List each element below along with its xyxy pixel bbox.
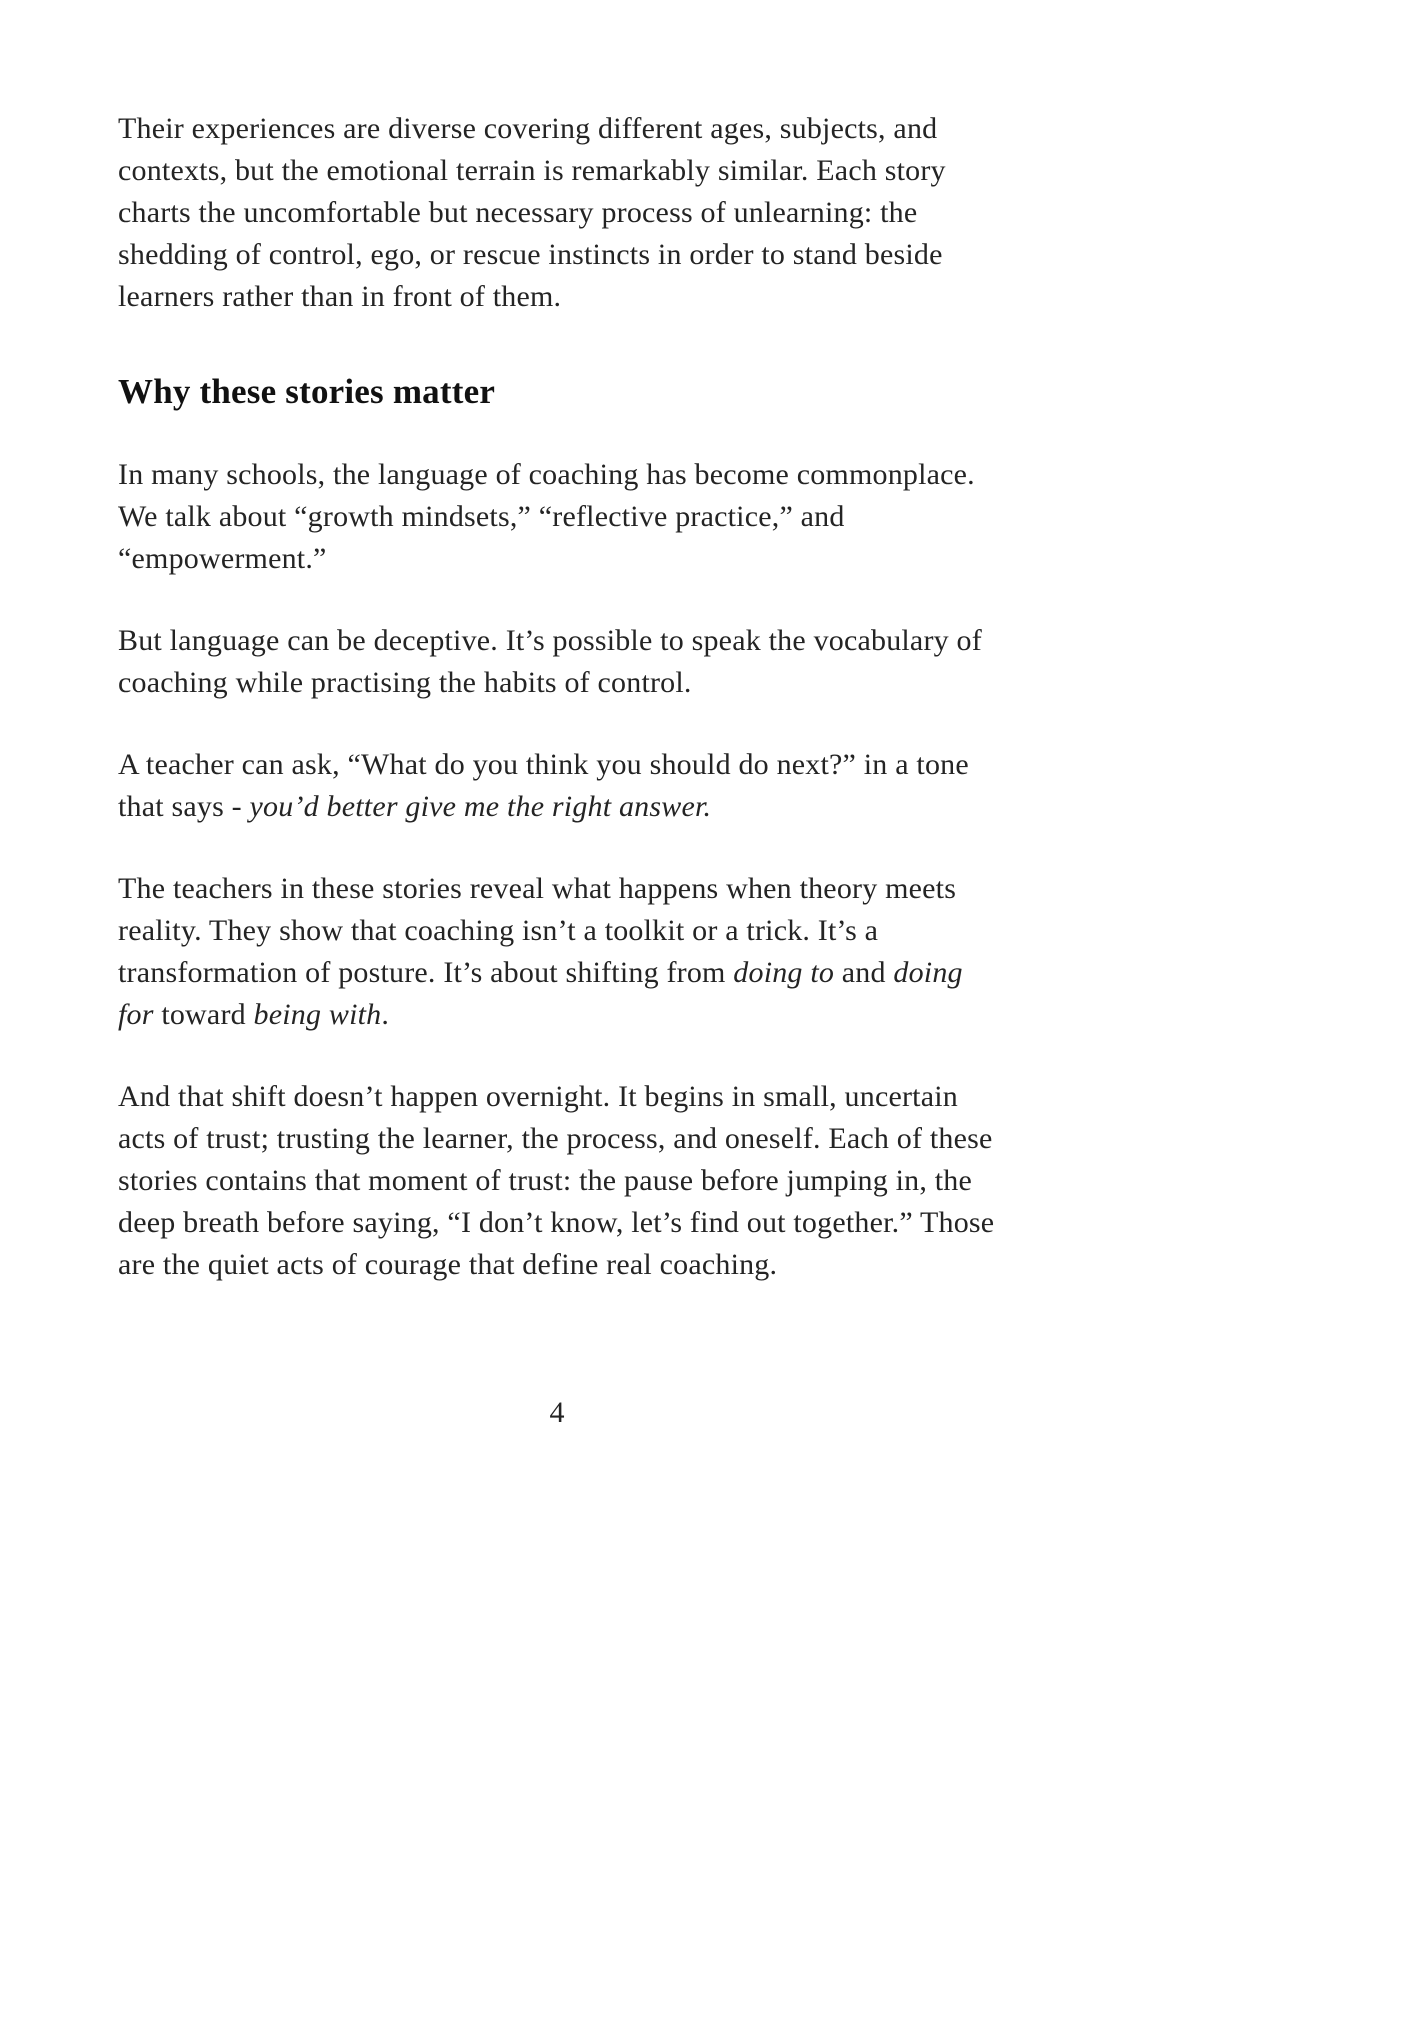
paragraph-shift: And that shift doesn’t happen overnight. It begins in small, uncertain acts of trust; trusting the learner, the process, and oneself. Each of these stories contains that moment of trust: the pause before jumping in, the deep breath before saying, “I don’t know, let’s find out together.” Those are the quiet acts of courage that define real coaching. bbox=[118, 1079, 995, 1281]
paragraph-teacher-emphasis: you’d better give me the right answer. bbox=[249, 789, 712, 823]
page-number: 4 bbox=[549, 1396, 565, 1429]
paragraph-theory-tail: . bbox=[381, 997, 390, 1031]
paragraph-teacher bbox=[118, 744, 996, 828]
paragraph-theory-lead: The teachers in these stories reveal what happens when theory meets reality. They show that coaching isn’t a toolkit or a trick. It’s a transformation of posture. It’s about shifting from bbox=[118, 871, 957, 989]
paragraph-teacher-lead: A teacher can ask, “What do you think you should do next?” in a tone that says - bbox=[118, 747, 969, 823]
paragraph-theory-emphasis-doing-to: doing to bbox=[733, 955, 835, 989]
paragraph-theory-emphasis-being-with: being with bbox=[253, 997, 382, 1031]
section-heading: Why these stories matter bbox=[118, 372, 496, 411]
paragraph-theory bbox=[118, 868, 996, 1036]
paragraph-deceptive: But language can be deceptive. It’s possible to speak the vocabulary of coaching while practising the habits of control. bbox=[118, 623, 982, 699]
paragraph-theory-mid1: and bbox=[834, 955, 894, 989]
paragraph-language: In many schools, the language of coaching has become commonplace. We talk about “growth mindsets,” “reflective practice,” and “empowerment.” bbox=[118, 457, 975, 575]
paragraph-theory-emphasis-doing-for: doing for bbox=[118, 955, 963, 1031]
paragraph-intro: Their experiences are diverse covering different ages, subjects, and contexts, but the emotional terrain is remarkably similar. Each story charts the uncomfortable but necessary process of unlearning: the shedding of control, ego, or rescue instincts in order to stand beside learners rather than in front of them. bbox=[118, 112, 946, 313]
page-content bbox=[118, 108, 996, 1326]
paragraph-theory-mid2: toward bbox=[153, 997, 254, 1031]
